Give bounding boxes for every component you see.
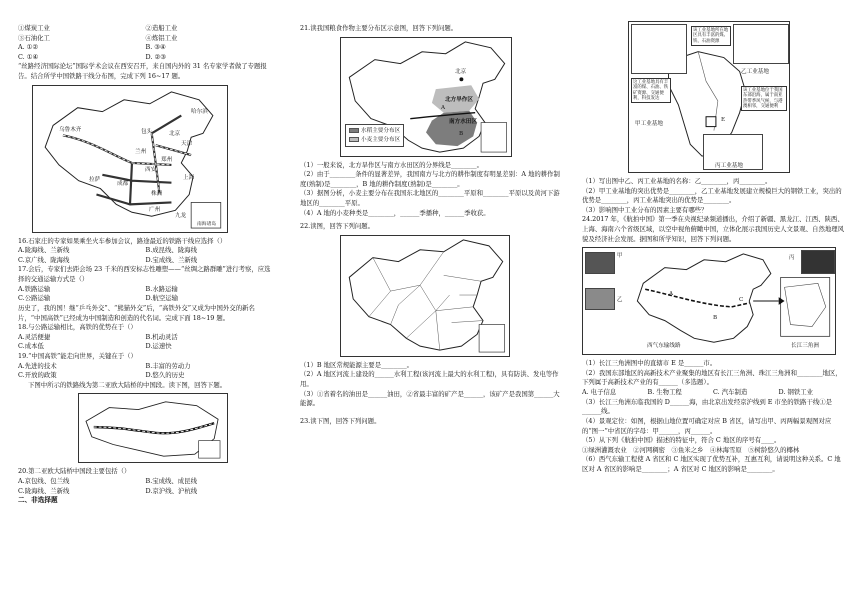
q17-choice-d: D.航空运输 [145, 294, 178, 303]
label-tianjin: 天津 [181, 140, 193, 147]
railway-map-figure [33, 86, 227, 232]
label-north-dry-farming: 北方旱作区 [445, 96, 473, 103]
column-middle [300, 24, 562, 427]
eurasian-land-bridge-map [78, 393, 228, 463]
q24-2-choice-c: C. 汽车制造 [713, 388, 748, 397]
legend-swatch-rice [349, 128, 359, 133]
q21-part2: （2）由于________条件的显著差异，我国南方与北方的耕作制度有明显差别：A 地的耕作制度(熟制)是________，B 地的耕作制度(熟制)是________。 [300, 170, 560, 188]
q24-2-choice-b: B. 生物工程 [647, 388, 682, 397]
grain-map-legend [345, 124, 404, 148]
q24-stem: 24.2017 年，《航拍中国》第一季在央视纪录频道播出，介绍了新疆、黑龙江、江西、陕西、上海、海南六个省级区域，以空中视角俯瞰中国，立体化展示我国历史人文景观、自然地理风貌及经济社会发展。据图和所学知识，回答下列问题。 [582, 215, 845, 243]
q20-choice-d: D.京沪线、沪杭线 [145, 486, 198, 495]
label-lhasa: 拉萨 [89, 176, 101, 183]
q15-opt-1: ①煤炭工业 [18, 24, 50, 32]
q15-choice-b: B. ③④ [145, 43, 166, 52]
q15-choice-c: C. ①④ [18, 52, 39, 61]
q16-choice-b: B.成昆线、陇海线 [145, 246, 197, 255]
note-jia-base: 该工业基地所在地区具有丰富的煤、铁、石油资源 [691, 26, 731, 46]
q17-choice-b: B.水路运输 [145, 284, 178, 293]
label-region-b: B [713, 315, 718, 322]
q21-part1: （1）一般来说，北方旱作区与南方水田区的分界线是________。 [300, 160, 484, 169]
aerial-china-map [582, 247, 836, 355]
column-left [18, 24, 273, 506]
label-region-a: A [669, 291, 674, 298]
label-zhuzhou: 株洲 [151, 190, 163, 197]
photo-yi [585, 288, 615, 310]
legend-rice: 水稻主要分布区 [361, 127, 401, 134]
label-south-paddy: 南方水田区 [449, 118, 477, 125]
intro-20: 下图中所示的铁路线为第二亚欧大陆桥的中国段。读下图，回答下题。 [28, 380, 227, 389]
q16-choice-c: C.京广线、陇海线 [18, 255, 70, 264]
q20-choice-a: A.京包线、包兰线 [18, 477, 70, 486]
note-bing-base: 该工业基地位于我国东部沿海，属于南亚热带季风气候，与港澳相邻，交通便利 [741, 86, 787, 111]
q22-stem: 22.读图，回答下列问题。 [300, 222, 375, 231]
photo-jia [585, 252, 615, 274]
label-harbin: 哈尔滨 [191, 108, 208, 115]
label-zhengzhou: 郑州 [161, 156, 173, 163]
q24-part5-options: ①绿洲灌溉农业 ②河网稠密 ③鱼米之乡 ④林海雪原 ⑤树龄悠久的椰林 [582, 445, 800, 454]
inset-map-yi [733, 24, 789, 64]
label-region-c: C [739, 297, 744, 304]
q16-stem: 16.石家庄的专家如果乘坐火车参加会议，路途最近的铁路干线应选择（） [18, 236, 227, 245]
label-jia-base: 甲工业基地 [635, 121, 663, 127]
q19-choice-b: B.丰富的劳动力 [145, 361, 191, 370]
label-e: E [721, 117, 726, 123]
industrial-bases-map [628, 21, 790, 173]
q24-part3: （3）长江三角洲东临我国的 D______海，由北京出发经京沪线到 E 市坐的铁路干线①是______线。 [582, 397, 833, 416]
section-2-title: 二、非选择题 [18, 496, 58, 505]
legend-gas-pipeline: 西气东输线路 [647, 343, 681, 350]
q23-part2: （2）甲工业基地的突出优势是________，乙工业基地发展建立规模巨大的钢铁工业，突出的优势是________，丙工业基地突出的优势是________。 [582, 186, 842, 205]
label-kowloon: 九龙 [175, 212, 187, 219]
label-photo-bing: 丙 [789, 255, 795, 262]
label-beijing: 北京 [169, 130, 181, 137]
label-guangzhou: 广州 [149, 206, 161, 213]
q16-choice-a: A.陇海线、兰新线 [18, 246, 70, 255]
q20-stem: 20.第二亚欧大陆桥中国段主要包括（） [18, 467, 131, 476]
q16-choice-d: D.宝成线、兰新线 [145, 255, 198, 264]
q24-2-choice-a: A. 电子信息 [582, 388, 617, 397]
label-shanghai: 上海 [183, 174, 195, 181]
q15-opt-2: ②造船工业 [145, 24, 178, 32]
legend-wheat: 小麦主要分布区 [361, 136, 401, 143]
q21-part4: （4）A 地的小麦种类是________，______季播种，______季收获。 [300, 208, 490, 217]
provinces-figure [341, 236, 509, 356]
q24-part6: （6）西气东输工程使 A 省区和 C 地区实现了优势互补，互惠互利，请说明这种关系。C 地区对 A 省区的影响是________；A 省区对 C 地区的影响是________。 [582, 455, 841, 473]
label-baotou: 包头 [141, 128, 153, 135]
q18-choice-b: B.机动灵活 [145, 332, 178, 341]
q17-stem: 17.会后，专家们去距会场 23 千米的西安标志性雕塑——“丝绸之路群雕”进行考察，应选择的交通运输方式是（） [18, 265, 271, 284]
q19-choice-a: A.先进的技术 [18, 361, 57, 370]
label-point-a: A [441, 104, 446, 111]
label-photo-jia: 甲 [617, 253, 623, 260]
q15-choice-d: D. ②③ [145, 52, 166, 61]
q18-choices [18, 333, 273, 352]
land-bridge-figure [79, 394, 227, 462]
q15-choice-a: A. ①② [18, 43, 39, 52]
q18-choice-a: A.灵活便捷 [18, 332, 51, 341]
q20-choice-b: B.宝成线、成昆线 [145, 477, 197, 486]
label-chengdu: 成都 [117, 180, 129, 187]
column-right [582, 18, 844, 475]
q20-choice-c: C.陇海线、兰新线 [18, 486, 70, 495]
label-point-b: B [459, 130, 464, 137]
q15-opt-4: ④炼铝工业 [145, 33, 178, 42]
q17-choice-c: C.公路运输 [18, 294, 51, 303]
q18-choice-c: C.成本低 [18, 342, 44, 351]
grain-crops-map [340, 37, 512, 157]
q22-part2: （2）A 地区河流上建设的______水利工程(该河流上最大的水利工程)，具有防洪、发电等作用。 [300, 370, 559, 389]
provinces-map [340, 235, 510, 357]
q22-part3: （3）①省着名的油田是______油田，②省最丰富的矿产是______，该矿产是我国第______大能源。 [300, 389, 560, 408]
legend-swatch-wheat [349, 137, 359, 142]
q22-part1: （1）B 地区常规能源主要是________。 [300, 360, 414, 369]
q18-stem: 18.与公路运输相比，高铁的优势在于（） [18, 323, 137, 332]
q24-2-choices [582, 388, 844, 398]
q19-choice-d: D.悠久的历史 [145, 371, 185, 380]
q19-choices [18, 362, 273, 381]
label-lanzhou: 兰州 [135, 148, 147, 155]
intro-16-17: “丝路经济国际论坛”国际学术会议在西安召开，来自国内外的 31 名专家学者做了专题报告。结合所学中国铁路干线分布图，完成下列 16~17 题。 [18, 62, 267, 81]
q19-stem: 19.“中国高铁”能走向世界，关键在于（） [18, 351, 137, 360]
q15-opt-3: ③石油化工 [18, 33, 50, 42]
label-urumqi: 乌鲁木齐 [59, 126, 82, 133]
q24-part1: （1）长江三角洲图中的直辖市 E 是______市。 [582, 359, 717, 368]
q24-part2: （2）我国东部地区的高新技术产业聚集的地区有长江三角洲、珠江三角洲和________地区，下列属于高新技术产业的有______（多选题）。 [582, 368, 842, 387]
q21-part3: （3）据图分析，小麦主要分布在我国东北地区的________平原和________平原以及黄河下游地区的________平原。 [300, 189, 560, 208]
photo-bing [801, 250, 835, 274]
railway-map [32, 85, 228, 233]
q16-choices [18, 246, 273, 265]
q18-choice-d: D.运速快 [145, 342, 172, 351]
q21-stem: 21.读我国粮食作物主要分布区示意图，回答下列问题。 [300, 24, 458, 32]
intro-18-19: 历史了，我的国！继“乒乓外交”、“熊猫外交”后，“高铁外交”又成为中国外交的新名片，“中国高铁”已经成为中国制造和创造的代名词。完成下面 18~19 题。 [18, 303, 255, 322]
q20-choices [18, 477, 273, 496]
label-xian: 西安 [145, 166, 157, 173]
q24-part4: （4）景观定位：如图，根据山地位置可确定对应 B 省区，请写出甲、丙两幅景观图对应的“图一”中省区的字母：甲______，丙______。 [582, 416, 832, 435]
note-yi-base: 这工业基地具有丰富的煤、石油、铁矿资源、交通便利，科技发达 [631, 78, 671, 103]
q17-choice-a: A.铁路运输 [18, 284, 51, 293]
q19-choice-c: C.开放的政策 [18, 371, 57, 380]
inset-map-jia [631, 24, 687, 74]
label-yangtze-delta-inset: 长江三角洲 [791, 343, 819, 350]
label-photo-yi: 乙 [617, 297, 623, 304]
q15-options [18, 24, 273, 62]
q24-part5: （5）从下列《航拍中国》描述的特征中，符合 C 地区的序号有____。 [582, 436, 781, 445]
q24-2-choice-d: D. 钢铁工业 [778, 388, 814, 397]
q17-choices [18, 285, 273, 304]
q23-part3: （3）影响图中工业分布的因素主要有哪些？ [582, 205, 708, 214]
label-beijing: 北京 [455, 68, 467, 75]
label-bing-base: 丙工业基地 [715, 163, 743, 169]
q23-part1: （1）写出图中乙、丙工业基地的名称：乙________，丙________。 [582, 177, 772, 185]
q23-stem: 23.读下图，回答下列问题。 [300, 416, 381, 425]
label-yi-base: 乙工业基地 [741, 69, 769, 75]
label-south-china-sea-inset: 南海诸岛 [197, 221, 217, 227]
